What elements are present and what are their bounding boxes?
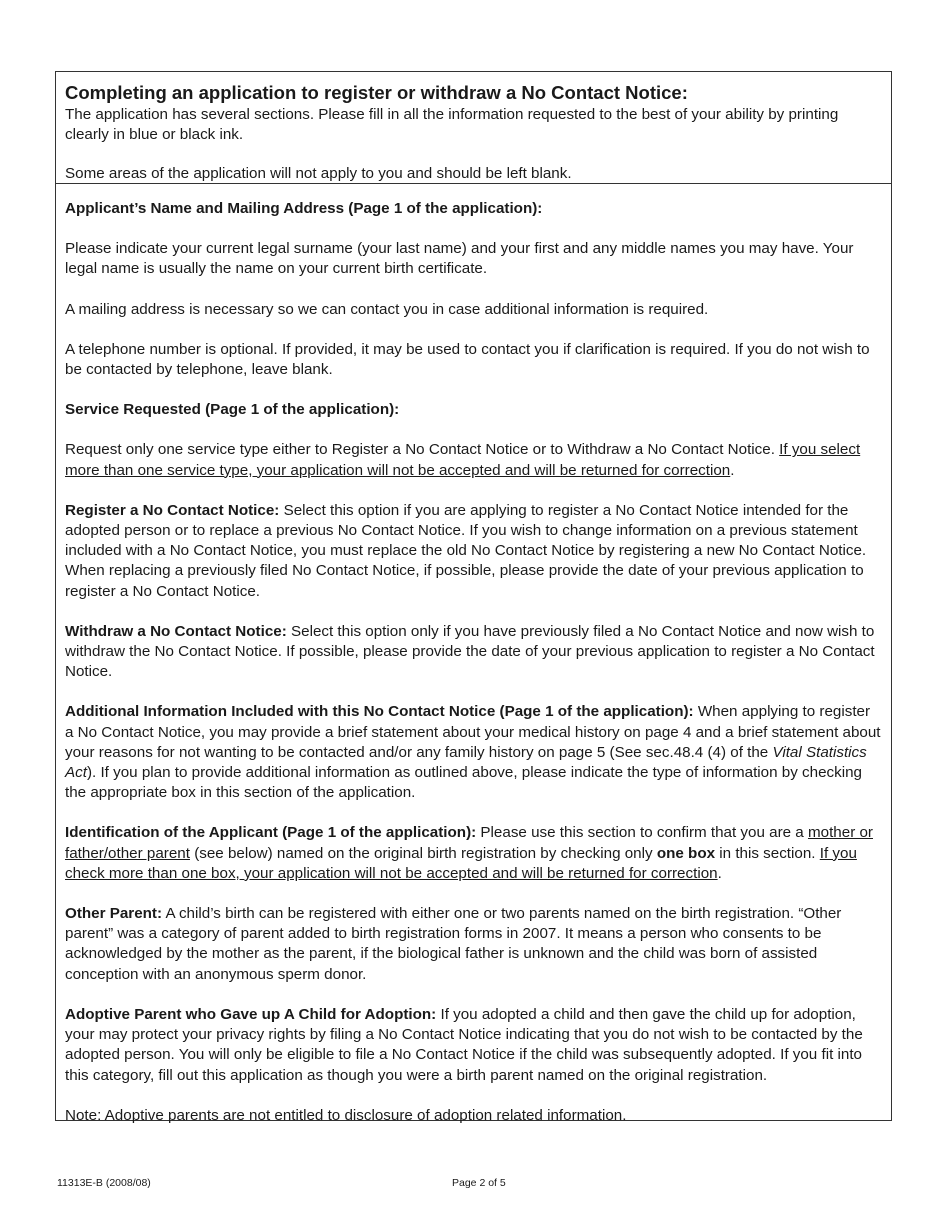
details-section bbox=[56, 184, 891, 1126]
name-address-paragraph-1: Please indicate your current legal surname (your last name) and your first and any middle names you may have. Your legal name is usually the name on your current birth certificate. bbox=[65, 240, 854, 278]
adoptive-parent-paragraph: Adoptive Parent who Gave up A Child for Adoption: If you adopted a child and then gave the child up for adoption, your may protect your privacy rights by filing a No Contact Notice indicating that you do not wish to be contacted by the adopted person. You will only be eligible to file a No Contact Notice if the child was subsequently adopted. If you fit into this category, fill out this application as though you were a birth parent named on the original registration. bbox=[65, 1005, 863, 1084]
form-number: 11313E-B (2008/08) bbox=[57, 1177, 151, 1189]
service-heading: Service Requested (Page 1 of the application): bbox=[65, 401, 400, 419]
page-title: Completing an application to register or withdraw a No Contact Notice: bbox=[65, 82, 688, 103]
note-paragraph: Note: Adoptive parents are not entitled to disclosure of adoption related information. bbox=[65, 1106, 627, 1124]
intro-section bbox=[56, 72, 891, 184]
name-address-paragraph-3: A telephone number is optional. If provided, it may be used to contact you if clarification is required. If you do not wish to be contacted by telephone, leave blank. bbox=[65, 340, 870, 379]
other-parent-paragraph: Other Parent: A child’s birth can be registered with either one or two parents named on the birth registration. “Other parent” was a category of parent added to birth registration forms in 2007. It means a person who consents to be acknowledged by the mother as the parent, if the biological father is unknown and the child was born of assisted conception with an anonymous sperm donor. bbox=[65, 905, 842, 983]
register-paragraph: Register a No Contact Notice: Select this option if you are applying to register a No Contact Notice intended for the adopted person or to replace a previous No Contact Notice. If you wish to change information on a previous statement included with a No Contact Notice, you must replace the old No Contact Notice by registering a new No Contact Notice. When replacing a previously filed No Contact Notice, if possible, please provide the date of your previous application to register a No Contact Notice. bbox=[65, 501, 867, 600]
intro-paragraph-2: Some areas of the application will not apply to you and should be left blank. bbox=[65, 165, 572, 183]
intro-paragraph-1: The application has several sections. Please fill in all the information requested to the best of your ability by printing clearly in blue or black ink. bbox=[65, 106, 839, 144]
instructions-box bbox=[55, 71, 892, 1124]
identification-paragraph: Identification of the Applicant (Page 1 of the application): Please use this section to confirm that you are a mother or father/other parent (see below) named on the original birth registration by checking only one box in this section. If you check more than one box, your application will not be accepted and will be returned for correction. bbox=[65, 824, 873, 882]
name-address-paragraph-2: A mailing address is necessary so we can contact you in case additional information is required. bbox=[65, 300, 709, 318]
name-address-heading: Applicant’s Name and Mailing Address (Page 1 of the application): bbox=[65, 200, 543, 217]
additional-info-paragraph: Additional Information Included with this No Contact Notice (Page 1 of the application): When applying to register a No Contact Notice, you may provide a brief statement about your medical history on page 4 and a brief statement about your reasons for not wanting to be contacted and/or any family history on page 5 (See sec.48.4 (4) of the Vital Statistics Act). If you plan to provide additional information as outlined above, please indicate the type of information by checking the appropriate box in this section of the application. bbox=[65, 703, 881, 802]
page-number: Page 2 of 5 bbox=[452, 1177, 506, 1189]
withdraw-paragraph: Withdraw a No Contact Notice: Select this option only if you have previously filed a No Contact Notice and now wish to withdraw the No Contact Notice. If possible, please provide the date of your previous application to register a No Contact Notice. bbox=[65, 622, 875, 681]
service-paragraph: Request only one service type either to Register a No Contact Notice or to Withdraw a No Contact Notice. If you select more than one service type, your application will not be accepted and will be returned for correction. bbox=[65, 441, 861, 479]
